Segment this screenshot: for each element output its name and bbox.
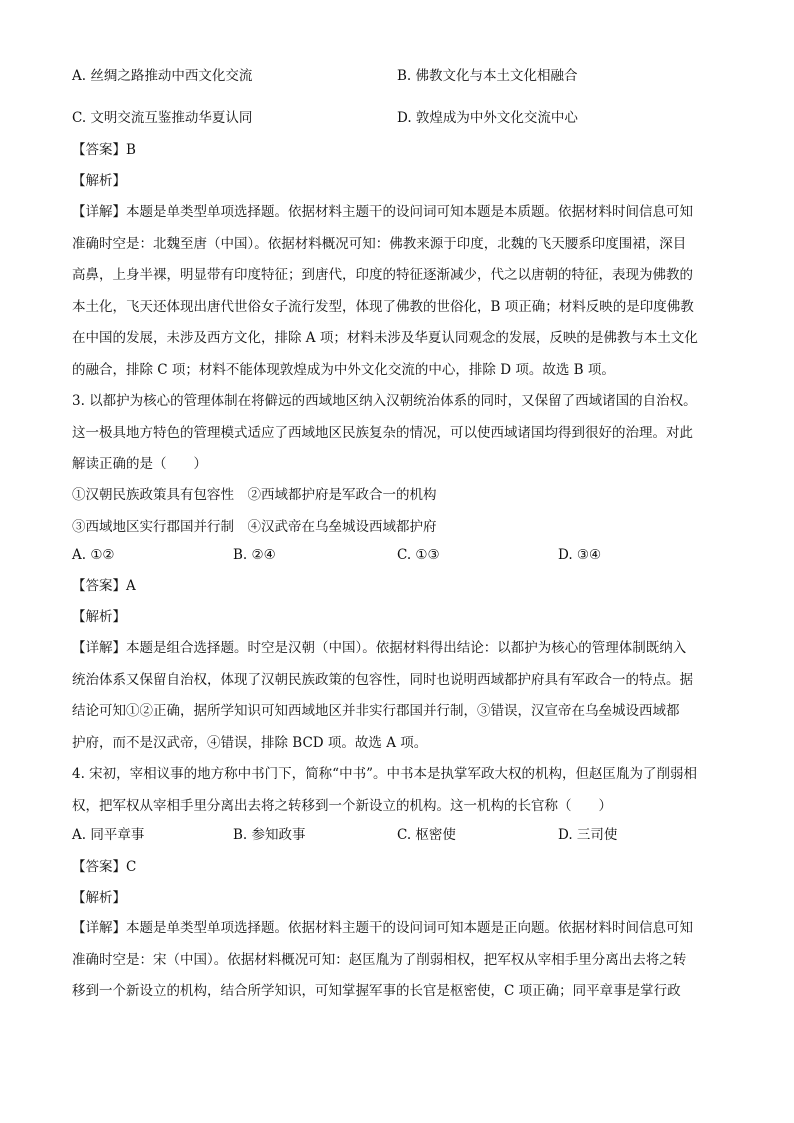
q2-detail-line: 高鼻，上身半裸，明显带有印度特征；到唐代，印度的特征逐渐减少，代之以唐朝的特征，表现为佛教的 [72, 267, 693, 283]
q3-option-c: C. ①③ [397, 547, 440, 563]
q3-option-a: A. ①② [72, 547, 115, 563]
q3-stem-line: 3. 以都护为核心的管理体制在将僻远的西域地区纳入汉朝统治体系的同时，又保留了西域诸国的自治权。 [72, 393, 697, 409]
q3-stem [72, 386, 726, 481]
q3-statement-line: ①汉朝民族政策具有包容性 ②西域都护府是军政合一的机构 [72, 487, 437, 503]
q3-detail-line: 【详解】本题是组合选择题。时空是汉朝（中国）。依据材料得出结论：以都护为核心的管理体制既纳入 [72, 640, 687, 656]
q3-detail [72, 633, 726, 759]
q3-stem-line: 解读正确的是（ ） [72, 456, 207, 472]
q2-option-d: D. 敦煌成为中外文化交流中心 [397, 110, 578, 126]
q3-stem-line: 这一极具地方特色的管理模式适应了西域地区民族复杂的情况，可以使西域诸国均得到很好的治理。对此 [72, 424, 693, 441]
q2-analysis-label: 【解析】 [72, 173, 126, 189]
q4-analysis-label: 【解析】 [72, 890, 126, 906]
q3-detail-line: 结论可知①②正确，据所学知识可知西域地区并非实行郡国并行制，③错误，汉宣帝在乌垒城设西域都 [72, 703, 680, 719]
q2-detail-line: 【详解】本题是单类型单项选择题。依据材料主题干的设问词可知本题是本质题。依据材料时间信息可知 [72, 204, 693, 220]
q3-option-b: B. ②④ [233, 547, 276, 563]
q4-detail [72, 913, 726, 1008]
q4-stem-line: 4. 宋初，宰相议事的地方称中书门下，简称“中书”。中书本是执掌军政大权的机构，但赵匡胤为了削弱相 [72, 766, 697, 782]
q2-detail-line: 准确时空是：北魏至唐（中国）。依据材料概况可知：佛教来源于印度，北魏的飞天腰系印度围裙，深目 [72, 235, 687, 252]
q2-answer: 【答案】B [72, 142, 136, 158]
q4-option-d: D. 三司使 [558, 827, 618, 843]
q4-detail-line: 移到一个新设立的机构，结合所学知识，可知掌握军事的长官是枢密使，C 项正确；同平章事是掌行政 [72, 983, 681, 999]
q4-stem-line: 权，把军权从宰相手里分离出去将之转移到一个新设立的机构。这一机构的长官称（ ） [72, 797, 612, 814]
q4-detail-line: 准确时空是：宋（中国）。依据材料概况可知：赵匡胤为了削弱相权，把军权从宰相手里分离出去将之转 [72, 951, 687, 968]
q3-option-d: D. ③④ [558, 547, 602, 563]
q3-statements [72, 480, 726, 543]
q2-detail-line: 的融合，排除 C 项；材料不能体现敦煌成为中外文化交流的中心，排除 D 项。故选 B 项。 [72, 361, 615, 378]
q4-option-a: A. 同平章事 [72, 827, 145, 843]
q4-option-b: B. 参知政事 [233, 827, 306, 843]
q2-option-b: B. 佛教文化与本土文化相融合 [397, 68, 578, 84]
q2-option-a: A. 丝绸之路推动中西文化交流 [72, 68, 253, 84]
q4-stem [72, 759, 726, 822]
q3-detail-line: 护府，而不是汉武帝，④错误，排除 BCD 项。故选 A 项。 [72, 734, 428, 751]
q4-option-c: C. 枢密使 [397, 827, 456, 843]
q3-analysis-label: 【解析】 [72, 609, 126, 625]
q2-option-c: C. 文明交流互鉴推动华夏认同 [72, 110, 253, 126]
q2-detail-line: 本土化，飞天还体现出唐代世俗女子流行发型，体现了佛教的世俗化，B 项正确；材料反映的是印度佛教 [72, 298, 694, 315]
q2-detail [72, 197, 726, 386]
q4-detail-line: 【详解】本题是单类型单项选择题。依据材料主题干的设问词可知本题是正向题。依据材料时间信息可知 [72, 920, 693, 936]
q2-detail-line: 在中国的发展，未涉及西方文化，排除 A 项；材料未涉及华夏认同观念的发展，反映的是佛教与本土文化 [72, 330, 698, 346]
q3-answer: 【答案】A [72, 578, 136, 594]
q3-detail-line: 统治体系又保留自治权，体现了汉朝民族政策的包容性，同时也说明西域都护府具有军政合一的特点。据 [72, 671, 693, 688]
q4-answer: 【答案】C [72, 859, 137, 875]
q3-statement-line: ③西域地区实行郡国并行制 ④汉武帝在乌垒城设西域都护府 [72, 518, 437, 535]
